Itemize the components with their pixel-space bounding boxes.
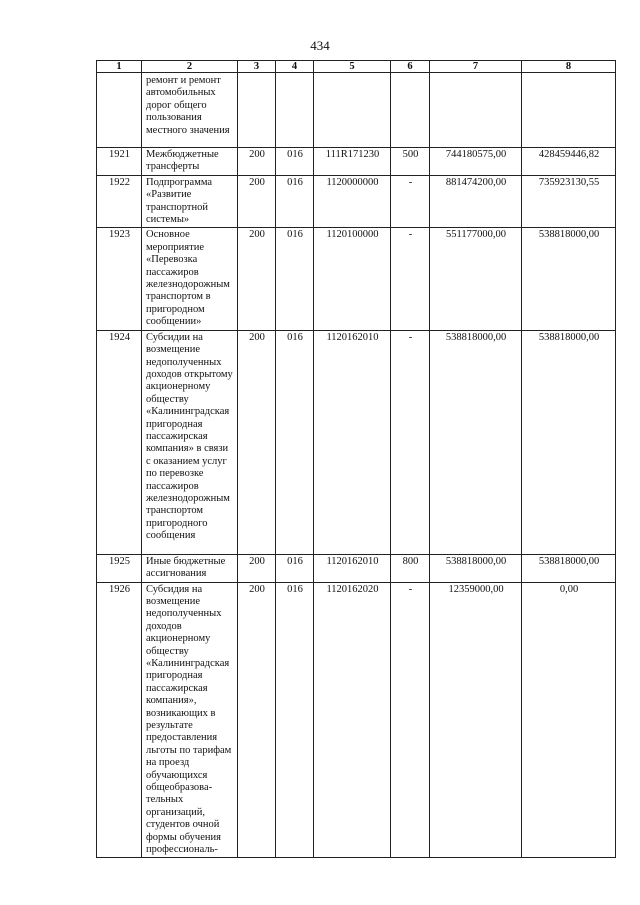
row-number: 1924 bbox=[97, 330, 142, 554]
row-col8: 538818000,00 bbox=[522, 554, 616, 582]
row-col8: 428459446,82 bbox=[522, 148, 616, 176]
row-col3: 200 bbox=[238, 228, 276, 330]
table-row bbox=[97, 73, 616, 148]
header-row bbox=[97, 61, 616, 73]
row-col3 bbox=[238, 73, 276, 148]
table-row bbox=[97, 554, 616, 582]
column-header-6: 6 bbox=[391, 61, 430, 73]
row-col4: 016 bbox=[276, 228, 314, 330]
row-number: 1925 bbox=[97, 554, 142, 582]
row-name: ремонт и ремонт автомобильных дорог общего пользования местного значения bbox=[142, 73, 238, 148]
row-name: Субсидия на возмещение недополученных доходов акционерному обществу «Калининградская пригородная пассажирская компания», возникающих в результате предоставления льготы по тарифам на проезд обучающихся общеобразова-тельных организаций, студентов очной формы обучения профессиональ- bbox=[142, 582, 238, 858]
row-col6 bbox=[391, 73, 430, 148]
column-header-4: 4 bbox=[276, 61, 314, 73]
row-col3: 200 bbox=[238, 330, 276, 554]
row-col8: 538818000,00 bbox=[522, 330, 616, 554]
row-name: Подпрограмма «Развитие транспортной системы» bbox=[142, 175, 238, 228]
row-number: 1921 bbox=[97, 148, 142, 176]
page-number: 434 bbox=[310, 38, 330, 53]
row-col5: 1120000000 bbox=[314, 175, 391, 228]
row-col3: 200 bbox=[238, 175, 276, 228]
row-col6: - bbox=[391, 582, 430, 858]
row-col6: - bbox=[391, 175, 430, 228]
row-col4: 016 bbox=[276, 582, 314, 858]
row-col7: 538818000,00 bbox=[430, 554, 522, 582]
row-number: 1923 bbox=[97, 228, 142, 330]
row-col4: 016 bbox=[276, 330, 314, 554]
row-name: Межбюджетные трансферты bbox=[142, 148, 238, 176]
table-row bbox=[97, 228, 616, 330]
row-col7: 538818000,00 bbox=[430, 330, 522, 554]
row-col8: 538818000,00 bbox=[522, 228, 616, 330]
table-row bbox=[97, 175, 616, 228]
column-header-8: 8 bbox=[522, 61, 616, 73]
column-header-5: 5 bbox=[314, 61, 391, 73]
row-col5: 111R171230 bbox=[314, 148, 391, 176]
row-col5: 1120162020 bbox=[314, 582, 391, 858]
row-col7: 881474200,00 bbox=[430, 175, 522, 228]
row-col7 bbox=[430, 73, 522, 148]
row-col6: - bbox=[391, 330, 430, 554]
row-col4: 016 bbox=[276, 554, 314, 582]
row-name: Субсидии на возмещение недополученных доходов открытому акционерному обществу «Калининградская пригородная пассажирская компания» в связи с оказанием услуг по перевозке пассажиров железнодорожным транспортом пригородного сообщения bbox=[142, 330, 238, 554]
column-header-7: 7 bbox=[430, 61, 522, 73]
row-col8 bbox=[522, 73, 616, 148]
row-col5 bbox=[314, 73, 391, 148]
row-col4 bbox=[276, 73, 314, 148]
row-col4: 016 bbox=[276, 148, 314, 176]
row-col3: 200 bbox=[238, 148, 276, 176]
row-col6: 500 bbox=[391, 148, 430, 176]
row-col8: 735923130,55 bbox=[522, 175, 616, 228]
row-col7: 551177000,00 bbox=[430, 228, 522, 330]
row-col4: 016 bbox=[276, 175, 314, 228]
row-name: Иные бюджетные ассигнования bbox=[142, 554, 238, 582]
row-col7: 12359000,00 bbox=[430, 582, 522, 858]
row-col6: 800 bbox=[391, 554, 430, 582]
column-header-2: 2 bbox=[142, 61, 238, 73]
row-col7: 744180575,00 bbox=[430, 148, 522, 176]
table-row bbox=[97, 330, 616, 554]
table-row bbox=[97, 582, 616, 858]
column-header-1: 1 bbox=[97, 61, 142, 73]
row-col6: - bbox=[391, 228, 430, 330]
row-col5: 1120162010 bbox=[314, 330, 391, 554]
row-col8: 0,00 bbox=[522, 582, 616, 858]
row-col5: 1120100000 bbox=[314, 228, 391, 330]
row-col3: 200 bbox=[238, 554, 276, 582]
row-number: 1922 bbox=[97, 175, 142, 228]
row-number: 1926 bbox=[97, 582, 142, 858]
row-col5: 1120162010 bbox=[314, 554, 391, 582]
row-number bbox=[97, 73, 142, 148]
row-col3: 200 bbox=[238, 582, 276, 858]
budget-table bbox=[96, 60, 616, 858]
row-name: Основное мероприятие «Перевозка пассажиров железнодорожным транспортом в пригородном сообщении» bbox=[142, 228, 238, 330]
table-row bbox=[97, 148, 616, 176]
column-header-3: 3 bbox=[238, 61, 276, 73]
